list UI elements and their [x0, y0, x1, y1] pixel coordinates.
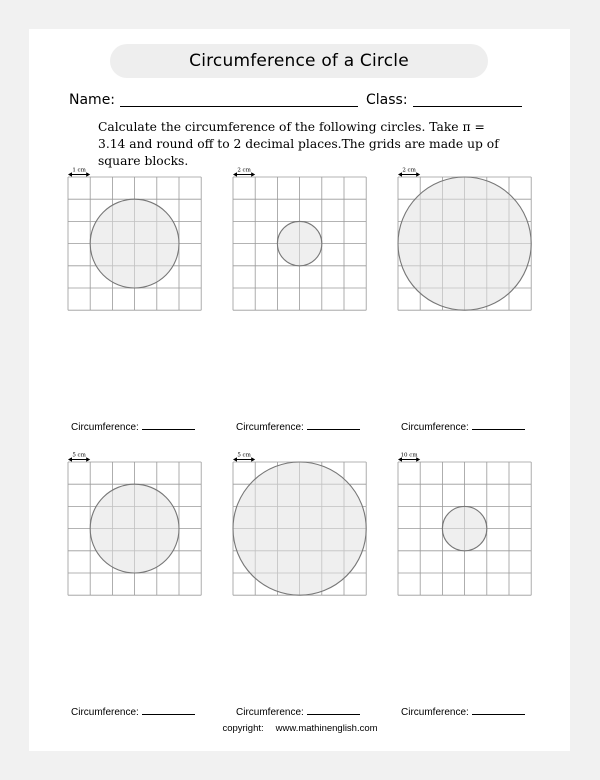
- circle-shape: [233, 462, 366, 595]
- footer: [0, 723, 600, 734]
- answer-blank[interactable]: [472, 420, 525, 430]
- circumference-answer: [71, 705, 195, 718]
- circumference-answer: [401, 705, 525, 718]
- scale-arrowhead-right: [86, 457, 90, 461]
- scale-arrowhead-right: [86, 172, 90, 176]
- circle-shape: [398, 177, 531, 310]
- scale-label: 5 cm: [72, 452, 86, 459]
- circle-shape: [442, 506, 486, 550]
- circumference-label: Circumference:: [401, 707, 469, 718]
- circumference-answer: [71, 420, 195, 433]
- circle-shape: [90, 484, 179, 573]
- class-label: Class:: [366, 92, 408, 108]
- circumference-label: Circumference:: [401, 422, 469, 433]
- scale-arrowhead-right: [251, 172, 255, 176]
- answer-blank[interactable]: [142, 420, 195, 430]
- circumference-label: Circumference:: [71, 707, 139, 718]
- scale-label: 2 cm: [402, 167, 416, 174]
- scale-label: 5 cm: [237, 452, 251, 459]
- scale-label: 10 cm: [400, 452, 418, 459]
- name-label: Name:: [69, 92, 116, 108]
- circumference-answer: [236, 705, 360, 718]
- copyright-label: copyright:: [222, 723, 264, 734]
- answer-blank[interactable]: [142, 705, 195, 715]
- circumference-label: Circumference:: [236, 707, 304, 718]
- circumference-answer: [401, 420, 525, 433]
- circle-shape: [277, 221, 321, 265]
- scale-label: 1 cm: [72, 167, 86, 174]
- page-title: Circumference of a Circle: [110, 44, 488, 78]
- site-link[interactable]: www.mathinenglish.com: [275, 723, 378, 734]
- circumference-answer: [236, 420, 360, 433]
- instructions: Calculate the circumference of the following circles. Take π = 3.14 and round off to 2 decimal places.The grids are made up of square blocks.: [98, 120, 499, 168]
- circumference-label: Circumference:: [236, 422, 304, 433]
- answer-blank[interactable]: [307, 705, 360, 715]
- circumference-label: Circumference:: [71, 422, 139, 433]
- scale-arrowhead-right: [416, 172, 420, 176]
- answer-blank[interactable]: [307, 420, 360, 430]
- scale-arrowhead-right: [251, 457, 255, 461]
- scale-label: 2 cm: [237, 167, 251, 174]
- circle-shape: [90, 199, 179, 288]
- answer-blank[interactable]: [472, 705, 525, 715]
